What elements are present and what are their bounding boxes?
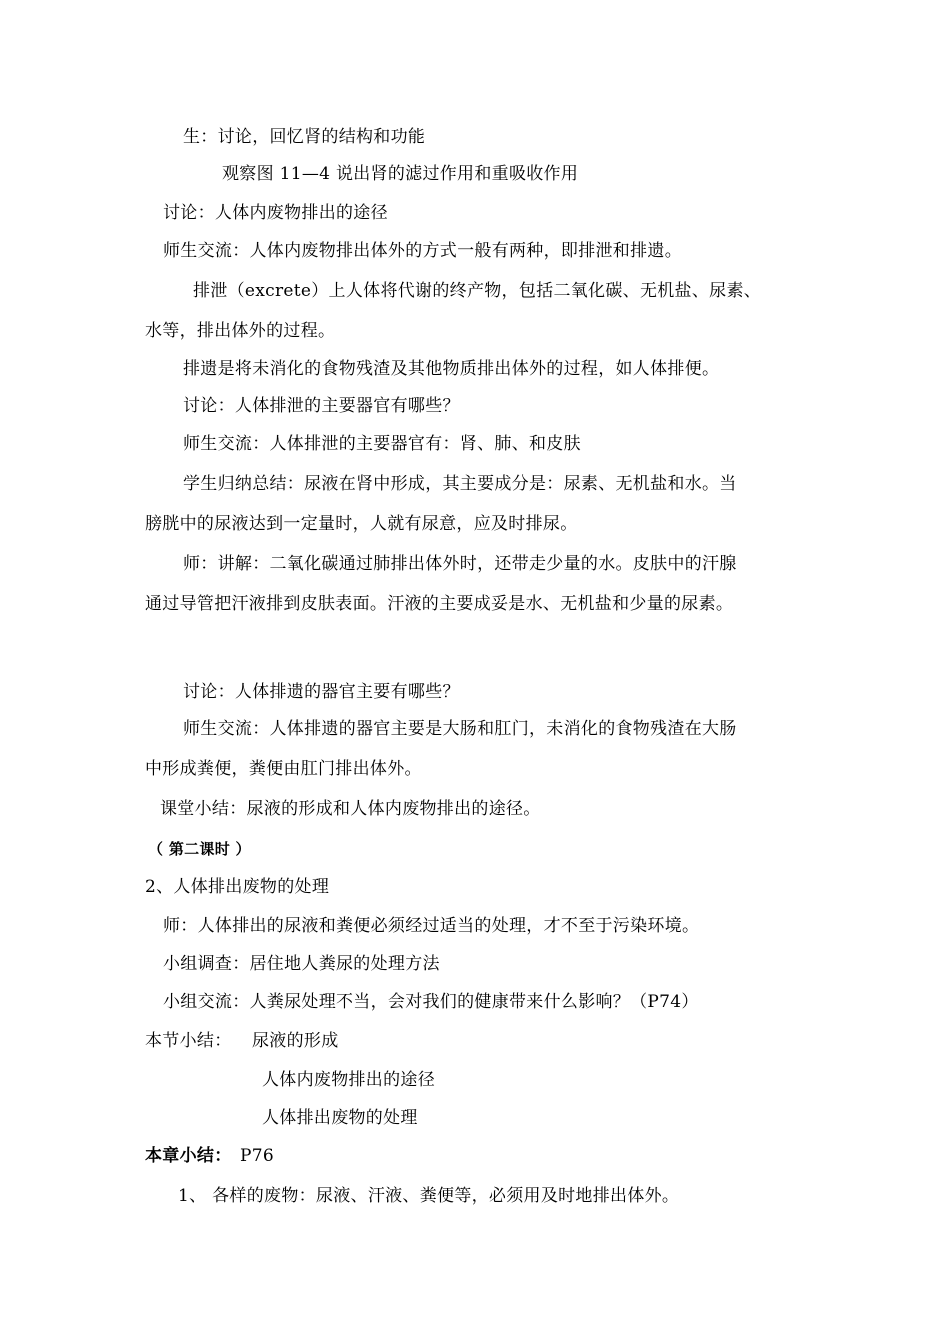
section-heading: （ 第二课时 ）	[148, 840, 251, 858]
text-line: 中形成粪便，粪便由肛门排出体外。	[145, 759, 422, 779]
summary-item: 人体排出废物的处理	[262, 1108, 418, 1128]
section-heading: 2、人体排出废物的处理	[145, 877, 330, 897]
text-line: 讨论：人体排泄的主要器官有哪些？	[183, 396, 460, 416]
summary-item: 人体内废物排出的途径	[262, 1070, 435, 1090]
text-line: 讨论：人体排遗的器官主要有哪些？	[183, 682, 460, 702]
text-line: 通过导管把汗液排到皮肤表面。汗液的主要成妥是水、无机盐和少量的尿素。	[145, 594, 734, 614]
text-line: 膀胱中的尿液达到一定量时，人就有尿意，应及时排尿。	[145, 514, 578, 534]
text-line: 小组交流：人粪尿处理不当，会对我们的健康带来什么影响？（P74）	[163, 992, 699, 1012]
text-line: 师生交流：人体排遗的器官主要是大肠和肛门，未消化的食物残渣在大肠	[183, 719, 737, 739]
text-line: 水等，排出体外的过程。	[145, 321, 336, 341]
summary-label: 本节小结：	[145, 1031, 232, 1051]
text-line: 师：人体排出的尿液和粪便必须经过适当的处理，才不至于污染环境。	[163, 916, 700, 936]
text-line: 讨论：人体内废物排出的途径	[163, 203, 388, 223]
text-line: 观察图 11—4 说出肾的滤过作用和重吸收作用	[222, 164, 579, 184]
text-line: 生：讨论，回忆肾的结构和功能	[183, 127, 426, 147]
list-item: 1、 各样的废物：尿液、汗液、粪便等，必须用及时地排出体外。	[178, 1186, 680, 1206]
text-line: 小组调查：居住地人粪尿的处理方法	[163, 954, 440, 974]
text-line: 学生归纳总结：尿液在肾中形成，其主要成分是：尿素、无机盐和水。当	[183, 474, 737, 494]
text-line: 师生交流：人体排泄的主要器官有：肾、肺、和皮肤	[183, 434, 581, 454]
chapter-summary-label: 本章小结：	[145, 1146, 232, 1166]
text-line: 师生交流：人体内废物排出体外的方式一般有两种，即排泄和排遗。	[163, 241, 682, 261]
summary-item: 尿液的形成	[252, 1031, 339, 1051]
text-line: 课堂小结：尿液的形成和人体内废物排出的途径。	[160, 799, 541, 819]
text-line: 排遗是将未消化的食物残渣及其他物质排出体外的过程，如人体排便。	[183, 359, 720, 379]
text-line: 排泄（excrete）上人体将代谢的终产物，包括二氧化碳、无机盐、尿素、	[193, 281, 762, 301]
page-reference: P76	[240, 1146, 274, 1166]
text-line: 师：讲解：二氧化碳通过肺排出体外时，还带走少量的水。皮肤中的汗腺	[183, 554, 737, 574]
